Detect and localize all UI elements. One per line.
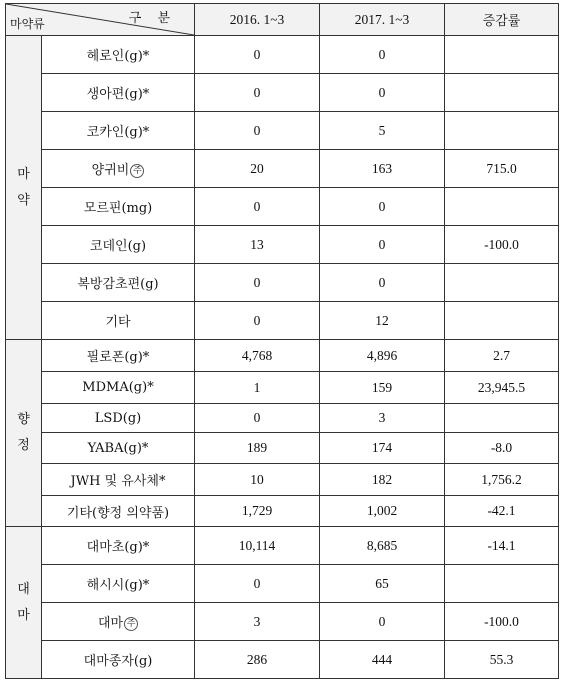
change-cell: 55.3 [445, 641, 559, 679]
value-2017-cell: 0 [320, 603, 445, 641]
value-2017-cell: 4,896 [320, 340, 445, 372]
item-name: 헤로인(g)* [86, 49, 150, 64]
item-name-cell [42, 603, 195, 641]
change-cell: 23,945.5 [445, 372, 559, 404]
header-change: 증감률 [445, 4, 559, 36]
table-row [6, 641, 559, 679]
value-2016-cell: 1 [195, 372, 320, 404]
item-name-cell [42, 36, 195, 74]
change-cell: -100.0 [445, 603, 559, 641]
unit-mark-circled: 주 [130, 164, 144, 178]
value-2017-cell: 8,685 [320, 527, 445, 565]
item-name-cell [42, 302, 195, 340]
value-2016-cell: 1,729 [195, 496, 320, 527]
category-label-char: 대 [17, 581, 30, 597]
item-name: LSD(g) [94, 410, 142, 426]
change-cell: -8.0 [445, 433, 559, 464]
table-row [6, 565, 559, 603]
value-2016-cell: 0 [195, 565, 320, 603]
item-name: 생아편(g)* [86, 87, 150, 102]
item-name-cell [42, 464, 195, 496]
value-2016-cell: 286 [195, 641, 320, 679]
change-cell: 1,756.2 [445, 464, 559, 496]
value-2016-cell: 0 [195, 74, 320, 112]
header-gubun: 구 분 [128, 11, 176, 26]
table-row [6, 433, 559, 464]
value-2016-cell: 0 [195, 264, 320, 302]
value-2016-cell: 189 [195, 433, 320, 464]
value-2017-cell: 65 [320, 565, 445, 603]
item-name-cell [42, 264, 195, 302]
header-drug-class: 마약류 [10, 17, 45, 31]
table-row [6, 464, 559, 496]
category-label-char: 마 [17, 166, 30, 182]
change-cell [445, 404, 559, 433]
value-2017-cell: 163 [320, 150, 445, 188]
item-name: 대마초(g)* [86, 540, 150, 555]
value-2017-cell: 0 [320, 226, 445, 264]
item-name: 해시시(g)* [86, 578, 150, 593]
header-2016: 2016. 1~3 [195, 4, 320, 36]
header-corner-cell [6, 4, 195, 36]
item-name-cell [42, 226, 195, 264]
table-row [6, 264, 559, 302]
item-name-cell [42, 150, 195, 188]
change-cell [445, 565, 559, 603]
item-name: 필로폰(g)* [86, 350, 150, 365]
change-cell [445, 112, 559, 150]
item-name: YABA(g)* [87, 440, 149, 456]
item-name: JWH 및 유사체* [70, 474, 166, 489]
table-row [6, 496, 559, 527]
item-name-cell [42, 496, 195, 527]
value-2016-cell: 0 [195, 112, 320, 150]
category-cell [6, 36, 42, 340]
table-row [6, 372, 559, 404]
value-2016-cell: 10,114 [195, 527, 320, 565]
value-2017-cell: 3 [320, 404, 445, 433]
value-2017-cell: 0 [320, 36, 445, 74]
table-row [6, 226, 559, 264]
item-name: 대마종자(g) [83, 654, 153, 669]
item-name: 모르핀(mg) [83, 201, 153, 216]
table-row [6, 302, 559, 340]
table-row [6, 112, 559, 150]
table-row [6, 36, 559, 74]
change-cell: -42.1 [445, 496, 559, 527]
item-name: MDMA(g)* [82, 380, 154, 395]
change-cell: -100.0 [445, 226, 559, 264]
table-body [6, 4, 559, 679]
value-2017-cell: 0 [320, 264, 445, 302]
category-label-char: 정 [17, 438, 30, 453]
item-name-cell [42, 188, 195, 226]
table-row [6, 188, 559, 226]
item-name-cell [42, 433, 195, 464]
value-2016-cell: 0 [195, 188, 320, 226]
item-name: 기타 [105, 315, 131, 330]
table-row [6, 150, 559, 188]
item-name-cell [42, 340, 195, 372]
item-name: 기타(향정 의약품) [66, 505, 170, 521]
value-2016-cell: 0 [195, 404, 320, 433]
category-label-char: 약 [17, 192, 30, 208]
category-label-char: 마 [17, 607, 30, 623]
header-row [6, 4, 559, 36]
table-row [6, 74, 559, 112]
value-2016-cell: 10 [195, 464, 320, 496]
change-cell [445, 302, 559, 340]
table-row [6, 527, 559, 565]
item-name: 양귀비 [91, 163, 130, 178]
item-name: 대마 [97, 616, 124, 631]
change-cell [445, 36, 559, 74]
value-2016-cell: 20 [195, 150, 320, 188]
item-name: 코데인(g) [89, 239, 147, 254]
value-2017-cell: 0 [320, 74, 445, 112]
item-name: 코카인(g)* [86, 125, 150, 140]
change-cell [445, 264, 559, 302]
value-2016-cell: 0 [195, 302, 320, 340]
value-2017-cell: 5 [320, 112, 445, 150]
category-cell [6, 527, 42, 679]
change-cell [445, 74, 559, 112]
value-2017-cell: 1,002 [320, 496, 445, 527]
value-2016-cell: 13 [195, 226, 320, 264]
drug-seizure-table [5, 3, 559, 679]
item-name-cell [42, 641, 195, 679]
value-2017-cell: 174 [320, 433, 445, 464]
table-row [6, 340, 559, 372]
item-name: 복방감초편(g) [77, 277, 159, 292]
item-name-cell [42, 372, 195, 404]
value-2016-cell: 0 [195, 36, 320, 74]
item-name-cell [42, 404, 195, 433]
value-2017-cell: 12 [320, 302, 445, 340]
table-row [6, 603, 559, 641]
category-label-char: 향 [17, 412, 30, 427]
change-cell: -14.1 [445, 527, 559, 565]
value-2017-cell: 0 [320, 188, 445, 226]
header-2017: 2017. 1~3 [320, 4, 445, 36]
value-2017-cell: 159 [320, 372, 445, 404]
change-cell: 2.7 [445, 340, 559, 372]
value-2016-cell: 4,768 [195, 340, 320, 372]
category-cell [6, 340, 42, 527]
item-name-cell [42, 527, 195, 565]
item-name-cell [42, 74, 195, 112]
unit-mark-circled: 주 [124, 617, 138, 631]
item-name-cell [42, 112, 195, 150]
change-cell: 715.0 [445, 150, 559, 188]
value-2017-cell: 182 [320, 464, 445, 496]
change-cell [445, 188, 559, 226]
value-2017-cell: 444 [320, 641, 445, 679]
value-2016-cell: 3 [195, 603, 320, 641]
table-row [6, 404, 559, 433]
item-name-cell [42, 565, 195, 603]
